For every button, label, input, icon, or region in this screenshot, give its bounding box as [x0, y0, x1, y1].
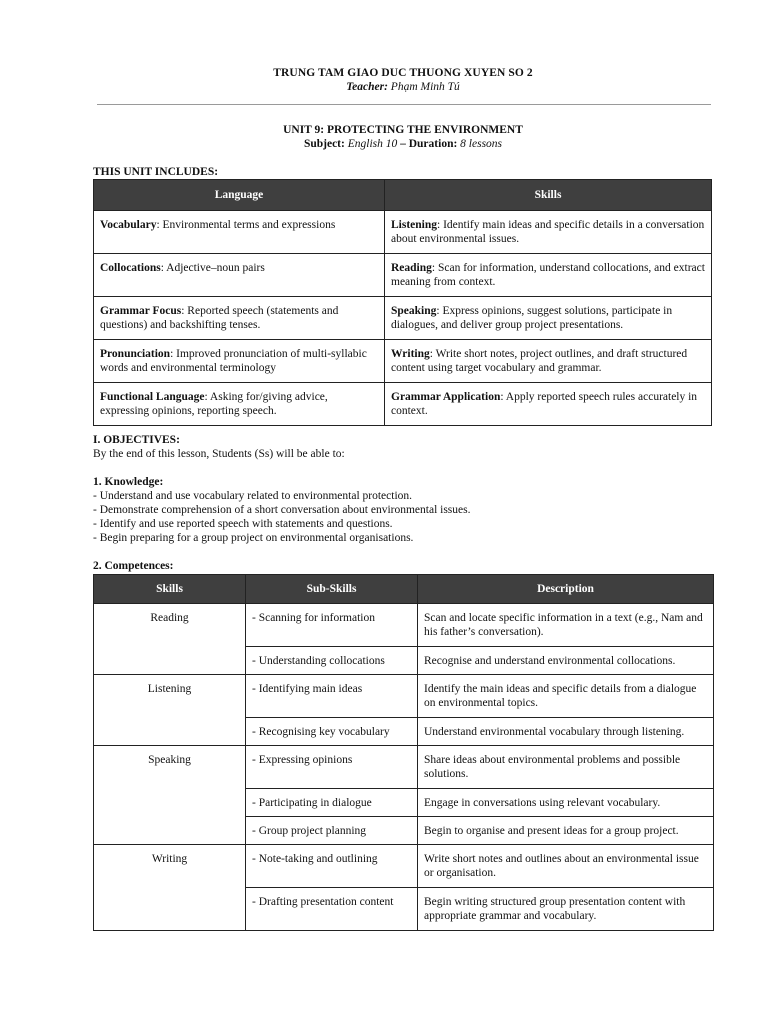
sub-skill-cell: - Recognising key vocabulary [246, 718, 418, 746]
language-description: : Asking for/giving advice, expressing opinions, reporting speech. [100, 391, 328, 417]
knowledge-list [93, 489, 713, 545]
language-term: Grammar Focus [100, 305, 182, 317]
language-description: : Adjective–noun pairs [160, 262, 265, 274]
skill-term: Speaking [391, 305, 437, 317]
language-cell [94, 211, 385, 254]
description-cell: Understand environmental vocabulary through listening. [418, 718, 714, 746]
unit-includes-table [93, 179, 712, 426]
language-description: : Improved pronunciation of multi-syllabic words and environmental terminology [100, 348, 367, 374]
table-header-row [94, 180, 712, 211]
duration-label: – Duration: [400, 138, 458, 150]
skill-description: : Express opinions, suggest solutions, participate in dialogues, and deliver group project presentations. [391, 305, 673, 331]
objectives-intro: By the end of this lesson, Students (Ss) will be able to: [93, 448, 345, 460]
language-term: Functional Language [100, 391, 205, 403]
subject-label: Subject: [303, 138, 345, 150]
language-cell [94, 297, 385, 340]
description-cell: Recognise and understand environmental collocations. [418, 647, 714, 675]
description-cell: Identify the main ideas and specific details from a dialogue on environmental topics. [418, 675, 714, 718]
description-cell: Engage in conversations using relevant vocabulary. [418, 789, 714, 817]
teacher-line [93, 80, 713, 94]
knowledge-heading: 1. Knowledge: [93, 476, 164, 488]
document-page [93, 66, 713, 922]
skill-cell: Speaking [94, 746, 246, 845]
table-row [94, 211, 712, 254]
sub-skill-cell: - Participating in dialogue [246, 789, 418, 817]
description-cell: Scan and locate specific information in a text (e.g., Nam and his father’s conversation). [418, 604, 714, 647]
sub-skill-cell: - Drafting presentation content [246, 888, 418, 931]
knowledge-item: - Understand and use vocabulary related to environmental protection. [93, 490, 413, 502]
description-cell: Begin writing structured group presentation content with appropriate grammar and vocabulary. [418, 888, 714, 931]
skill-term: Reading [391, 262, 432, 274]
column-header-sub-skills: Sub-Skills [246, 575, 418, 604]
description-cell: Share ideas about environmental problems and possible solutions. [418, 746, 714, 789]
competences-table-body [94, 604, 714, 931]
table-row [94, 845, 714, 888]
table-row [94, 604, 714, 647]
sub-skill-cell: - Note-taking and outlining [246, 845, 418, 888]
skills-cell [385, 297, 712, 340]
column-header-description: Description [418, 575, 714, 604]
sub-skill-cell: - Understanding collocations [246, 647, 418, 675]
skill-term: Grammar Application [391, 391, 501, 403]
language-cell [94, 254, 385, 297]
sub-skill-cell: - Scanning for information [246, 604, 418, 647]
competences-table [93, 574, 714, 931]
knowledge-item: - Identify and use reported speech with statements and questions. [93, 518, 393, 530]
language-term: Vocabulary [100, 219, 157, 231]
table-row [94, 254, 712, 297]
language-term: Collocations [100, 262, 161, 274]
skills-cell [385, 254, 712, 297]
skill-cell: Listening [94, 675, 246, 746]
language-description: : Environmental terms and expressions [156, 219, 336, 231]
table-row [94, 297, 712, 340]
skill-description: : Write short notes, project outlines, and draft structured content using target vocabulary and grammar. [391, 348, 688, 374]
column-header-skills: Skills [94, 575, 246, 604]
skills-cell [385, 383, 712, 426]
language-term: Pronunciation [100, 348, 171, 360]
table-row [94, 340, 712, 383]
skill-description: : Apply reported speech rules accurately in context. [391, 391, 698, 417]
unit-subtitle [93, 137, 713, 151]
description-cell: Write short notes and outlines about an environmental issue or organisation. [418, 845, 714, 888]
sub-skill-cell: - Expressing opinions [246, 746, 418, 789]
table-header-row [94, 575, 714, 604]
document-header [93, 66, 713, 94]
teacher-name: Phạm Minh Tú [390, 81, 460, 93]
duration-value: 8 lessons [460, 138, 503, 150]
knowledge-item: - Demonstrate comprehension of a short conversation about environmental issues. [93, 504, 471, 516]
table-row [94, 675, 714, 718]
knowledge-item: - Begin preparing for a group project on environmental organisations. [93, 532, 414, 544]
table-row [94, 383, 712, 426]
language-description: : Reported speech (statements and questions) and backshifting tenses. [100, 305, 339, 331]
table-row [94, 746, 714, 789]
teacher-label: Teacher: [346, 81, 388, 93]
skills-cell [385, 211, 712, 254]
description-cell: Begin to organise and present ideas for a group project. [418, 817, 714, 845]
objectives-section [93, 433, 713, 573]
column-header-skills: Skills [385, 180, 712, 211]
skills-cell [385, 340, 712, 383]
skill-term: Listening [391, 219, 438, 231]
language-cell [94, 340, 385, 383]
sub-skill-cell: - Group project planning [246, 817, 418, 845]
objectives-heading: I. OBJECTIVES: [93, 434, 180, 446]
language-cell [94, 383, 385, 426]
competences-heading: 2. Competences: [93, 560, 174, 572]
unit-title: UNIT 9: PROTECTING THE ENVIRONMENT [283, 124, 523, 136]
header-divider [97, 104, 711, 105]
skill-cell: Writing [94, 845, 246, 931]
unit-block [93, 123, 713, 151]
skill-description: : Scan for information, understand collocations, and extract meaning from context. [391, 262, 705, 288]
includes-table-body [94, 211, 712, 426]
subject-value: English 10 [347, 138, 398, 150]
skill-description: : Identify main ideas and specific details in a conversation about environmental issues. [391, 219, 705, 245]
skill-term: Writing [391, 348, 430, 360]
includes-heading: THIS UNIT INCLUDES: [93, 166, 219, 178]
column-header-language: Language [94, 180, 385, 211]
school-name: TRUNG TAM GIAO DUC THUONG XUYEN SO 2 [273, 67, 533, 79]
skill-cell: Reading [94, 604, 246, 675]
sub-skill-cell: - Identifying main ideas [246, 675, 418, 718]
